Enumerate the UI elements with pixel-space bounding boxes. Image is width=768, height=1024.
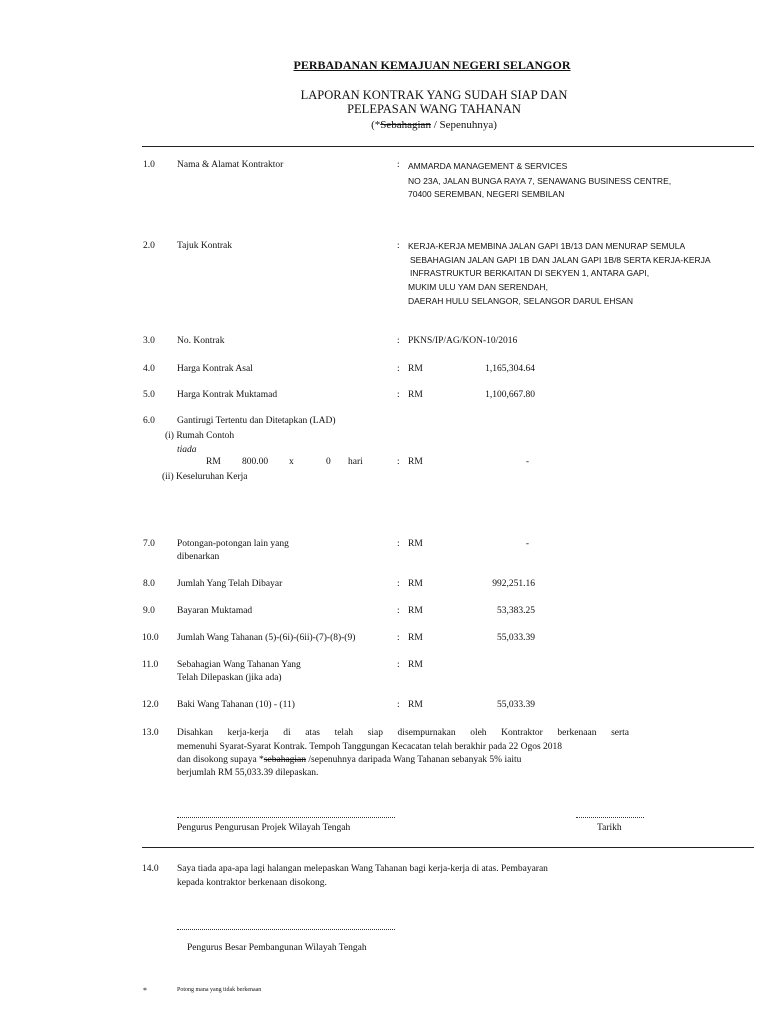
other-deductions-amount: - — [525, 539, 529, 549]
item-6-sep: : — [397, 457, 400, 467]
item-8-sep: : — [397, 579, 400, 589]
certification-line3-end: /sepenuhnya daripada Wang Tahanan sebanyak 5% iaitu — [306, 755, 522, 765]
section-divider — [142, 847, 754, 848]
item-6-sub1: (i) Rumah Contoh — [165, 431, 235, 441]
item-2-sep: : — [397, 241, 400, 251]
item-7-currency: RM — [408, 539, 423, 549]
amount-paid: 992,251.16 — [492, 579, 535, 589]
subtitle-open: (* — [371, 119, 381, 131]
total-retention: 55,033.39 — [497, 633, 535, 643]
item-6-label: Gantirugi Tertentu dan Ditetapkan (LAD) — [177, 416, 336, 426]
item-7-number: 7.0 — [143, 539, 155, 549]
final-contract-price: 1,100,667.80 — [485, 390, 535, 400]
report-title-line2: PELEPASAN WANG TAHANAN — [347, 102, 521, 116]
contractor-address-line2: 70400 SEREMBAN, NEGERI SEMBILAN — [408, 189, 565, 199]
contract-title-line1: KERJA-KERJA MEMBINA JALAN GAPI 1B/13 DAN MENURAP SEMULA — [408, 241, 686, 251]
item-8-number: 8.0 — [143, 579, 155, 589]
footnote-mark: * — [143, 986, 147, 995]
item-4-sep: : — [397, 364, 400, 374]
certification-line3 — [177, 755, 521, 765]
item-1-sep: : — [397, 160, 400, 170]
contract-title-line5: DAERAH HULU SELANGOR, SELANGOR DARUL EHSAN — [408, 296, 633, 306]
final-payment: 53,383.25 — [497, 606, 535, 616]
item-2-label: Tajuk Kontrak — [177, 241, 233, 251]
item-9-label: Bayaran Muktamad — [177, 606, 253, 616]
approval-line2: kepada kontraktor berkenaan disokong. — [177, 878, 327, 888]
item-3-label: No. Kontrak — [177, 336, 225, 346]
contract-number: PKNS/IP/AG/KON-10/2016 — [408, 336, 518, 346]
item-4-label: Harga Kontrak Asal — [177, 364, 253, 374]
certification-line4: berjumlah RM 55,033.39 dilepaskan. — [177, 768, 319, 778]
item-2-number: 2.0 — [143, 241, 155, 251]
original-contract-price: 1,165,304.64 — [485, 364, 535, 374]
item-9-number: 9.0 — [143, 606, 155, 616]
item-8-label: Jumlah Yang Telah Dibayar — [177, 579, 283, 589]
contract-title-line2: SEBAHAGIAN JALAN GAPI 1B DAN JALAN GAPI 1B/8 SERTA KERJA-KERJA — [410, 255, 711, 265]
item-3-sep: : — [397, 336, 400, 346]
item-7-sep: : — [397, 539, 400, 549]
item-6-currency: RM — [408, 457, 423, 467]
item-12-label: Baki Wang Tahanan (10) - (11) — [177, 700, 295, 710]
general-manager-signer: Pengurus Besar Pembangunan Wilayah Tengah — [187, 943, 367, 953]
project-manager-signer: Pengurus Pengurusan Projek Wilayah Tengah — [177, 823, 351, 833]
item-6-sub2: (ii) Keseluruhan Kerja — [162, 472, 248, 482]
item-11-currency: RM — [408, 660, 423, 670]
item-8-currency: RM — [408, 579, 423, 589]
item-3-number: 3.0 — [143, 336, 155, 346]
certification-line3-struck: sebahagian — [263, 755, 307, 765]
item-4-number: 4.0 — [143, 364, 155, 374]
item-12-number: 12.0 — [142, 700, 159, 710]
subtitle-struck: Sebahagian — [380, 119, 431, 131]
header-divider — [142, 146, 754, 147]
lad-amount: - — [525, 457, 529, 467]
item-1-number: 1.0 — [143, 160, 155, 170]
approval-line1: Saya tiada apa-apa lagi halangan melepaskan Wang Tahanan bagi kerja-kerja di atas. Pembayaran — [177, 864, 548, 874]
lad-rate-currency: RM — [206, 457, 221, 467]
item-12-sep: : — [397, 700, 400, 710]
certification-line3-start: dan disokong supaya * — [177, 755, 264, 765]
item-6-number: 6.0 — [143, 416, 155, 426]
subtitle-rest: / Sepenuhnya) — [430, 119, 497, 131]
item-7-label-line2: dibenarkan — [177, 552, 220, 562]
item-10-sep: : — [397, 633, 400, 643]
report-title-line1: LAPORAN KONTRAK YANG SUDAH SIAP DAN — [300, 88, 568, 102]
contract-title-line3: INFRASTRUKTUR BERKAITAN DI SEKYEN 1, ANTARA GAPI, — [410, 268, 650, 278]
signature-line-general-manager — [177, 929, 395, 930]
item-11-number: 11.0 — [142, 660, 159, 670]
organization-title: PERBADANAN KEMAJUAN NEGERI SELANGOR — [293, 58, 571, 72]
item-5-currency: RM — [408, 390, 423, 400]
item-10-label: Jumlah Wang Tahanan (5)-(6i)-(6ii)-(7)-(8)-(9) — [177, 633, 356, 643]
item-1-label: Nama & Alamat Kontraktor — [177, 160, 284, 170]
contractor-address-line1: NO 23A, JALAN BUNGA RAYA 7, SENAWANG BUSINESS CENTRE, — [408, 176, 672, 186]
certification-line1: Disahkan kerja-kerja di atas telah siap disempurnakan oleh Kontraktor berkenaan serta — [177, 728, 629, 738]
item-7-label-line1: Potongan-potongan lain yang — [177, 539, 289, 549]
item-5-sep: : — [397, 390, 400, 400]
item-6-sub1-note: tiada — [177, 445, 197, 455]
lad-days-unit: hari — [348, 457, 363, 467]
retention-balance: 55,033.39 — [497, 700, 535, 710]
item-12-currency: RM — [408, 700, 423, 710]
signature-line-date — [576, 817, 644, 818]
signature-line-project-manager — [177, 817, 395, 818]
certification-line2: memenuhi Syarat-Syarat Kontrak. Tempoh Tanggungan Kecacatan telah berakhir pada 22 Ogos 2018 — [177, 742, 563, 752]
item-5-number: 5.0 — [143, 390, 155, 400]
item-9-currency: RM — [408, 606, 423, 616]
item-11-label-line1: Sebahagian Wang Tahanan Yang — [177, 660, 301, 670]
item-11-label-line2: Telah Dilepaskan (jika ada) — [177, 673, 282, 683]
lad-days: 0 — [326, 457, 331, 467]
item-13-number: 13.0 — [142, 728, 159, 738]
item-4-currency: RM — [408, 364, 423, 374]
item-10-currency: RM — [408, 633, 423, 643]
contract-title-line4: MUKIM ULU YAM DAN SERENDAH, — [408, 282, 548, 292]
contractor-name: AMMARDA MANAGEMENT & SERVICES — [408, 161, 568, 171]
date-label: Tarikh — [597, 823, 622, 833]
item-10-number: 10.0 — [142, 633, 159, 643]
report-subtitle — [0, 119, 768, 131]
item-14-number: 14.0 — [142, 864, 159, 874]
item-9-sep: : — [397, 606, 400, 616]
footnote-text: Potong mana yang tidak berkenaan — [177, 987, 262, 993]
lad-rate-times: x — [289, 457, 294, 467]
item-11-sep: : — [397, 660, 400, 670]
lad-rate-value: 800.00 — [242, 457, 269, 467]
item-5-label: Harga Kontrak Muktamad — [177, 390, 278, 400]
